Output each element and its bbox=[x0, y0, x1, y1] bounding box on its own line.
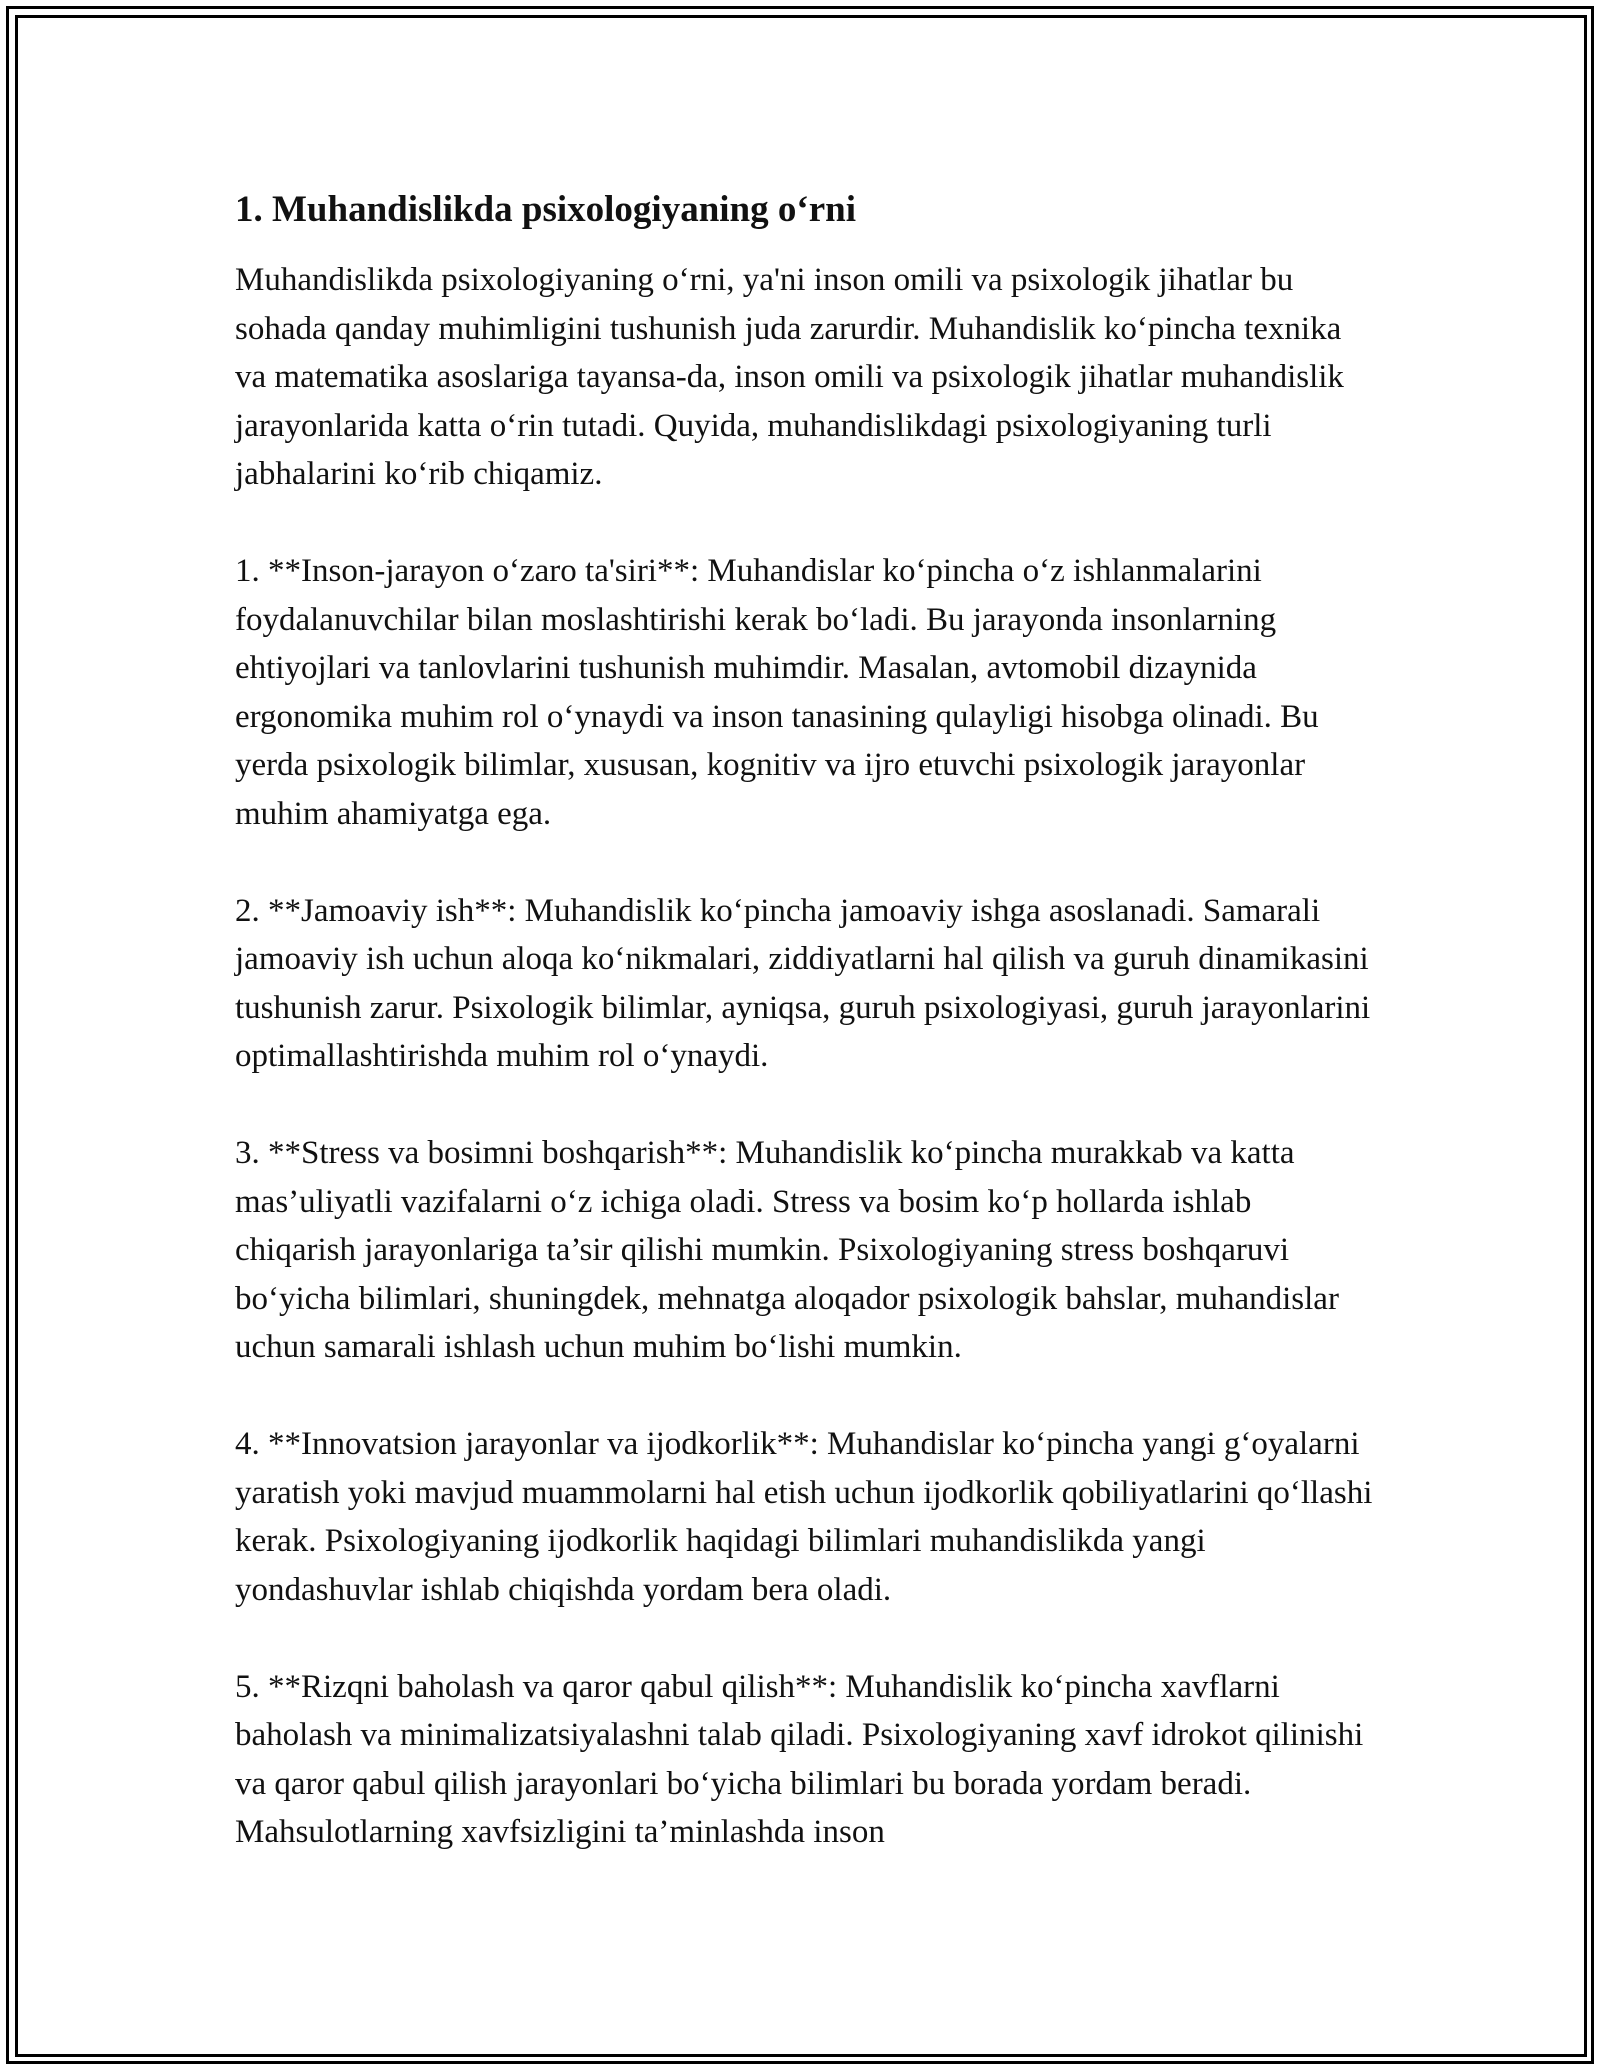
paragraph-risk-decision: 5. **Rizqni baholash va qaror qabul qilish**: Muhandislik ko‘pincha xavflarni baholash va minimalizatsiyalashni talab qiladi. Psixologiyaning xavf idrokot qilinishi va qaror qabul qilish jarayonlari bo‘yicha bilimlari bu borada yordam beradi. Mahsulotlarning xavfsizligini ta’minlashda inson bbox=[235, 1668, 1364, 1850]
paragraph-teamwork: 2. **Jamoaviy ish**: Muhandislik ko‘pincha jamoaviy ishga asoslanadi. Samarali jamoaviy ish uchun aloqa ko‘nikmalari, ziddiyatlarni hal qilish va guruh dinamikasini tushunish zarur. Psixologik bilimlar, ayniqsa, guruh psixologiyasi, guruh jarayonlarini optimallashtirishda muhim rol o‘ynaydi. bbox=[235, 892, 1371, 1074]
paragraph-human-process-interaction: 1. **Inson-jarayon o‘zaro ta'siri**: Muhandislar ko‘pincha o‘z ishlanmalarini foydalanuvchilar bilan moslashtirishi kerak bo‘ladi. Bu jarayonda insonlarning ehtiyojlari va tanlovlarini tushunish muhimdir. Masalan, avtomobil dizaynida ergonomika muhim rol o‘ynaydi va inson tanasining qulayligi hisobga olinadi. Bu yerda psixologik bilimlar, xususan, kognitiv va ijro etuvchi psixologik jarayonlar muhim ahamiyatga ega. bbox=[235, 553, 1319, 832]
page-title: 1. Muhandislikda psixologiyaning o‘rni bbox=[235, 189, 856, 230]
paragraph-stress-management: 3. **Stress va bosimni boshqarish**: Muhandislik ko‘pincha murakkab va katta mas’uliyatli vazifalarni o‘z ichiga oladi. Stress va bosim ko‘p hollarda ishlab chiqarish jarayonlariga ta’sir qilishi mumkin. Psixologiyaning stress boshqaruvi bo‘yicha bilimlari, shuningdek, mehnatga aloqador psixologik bahslar, muhandislar uchun samarali ishlash uchun muhim bo‘lishi mumkin. bbox=[235, 1135, 1339, 1365]
intro-paragraph: Muhandislikda psixologiyaning o‘rni, ya'ni inson omili va psixologik jihatlar bu sohada qanday muhimligini tushunish juda zarurdir. Muhandislik ko‘pincha texnika va matematika asoslariga tayansa-da, inson omili va psixologik jihatlar muhandislik jarayonlarida katta o‘rin tutadi. Quyida, muhandislikdagi psixologiyaning turli jabhalarini ko‘rib chiqamiz. bbox=[235, 262, 1344, 492]
document-body bbox=[235, 186, 1375, 1905]
paragraph-innovation-creativity: 4. **Innovatsion jarayonlar va ijodkorlik**: Muhandislar ko‘pincha yangi g‘oyalarni yaratish yoki mavjud muammolarni hal etish uchun ijodkorlik qobiliyatlarini qo‘llashi kerak. Psixologiyaning ijodkorlik haqidagi bilimlari muhandislikda yangi yondashuvlar ishlab chiqishda yordam bera oladi. bbox=[235, 1426, 1373, 1608]
